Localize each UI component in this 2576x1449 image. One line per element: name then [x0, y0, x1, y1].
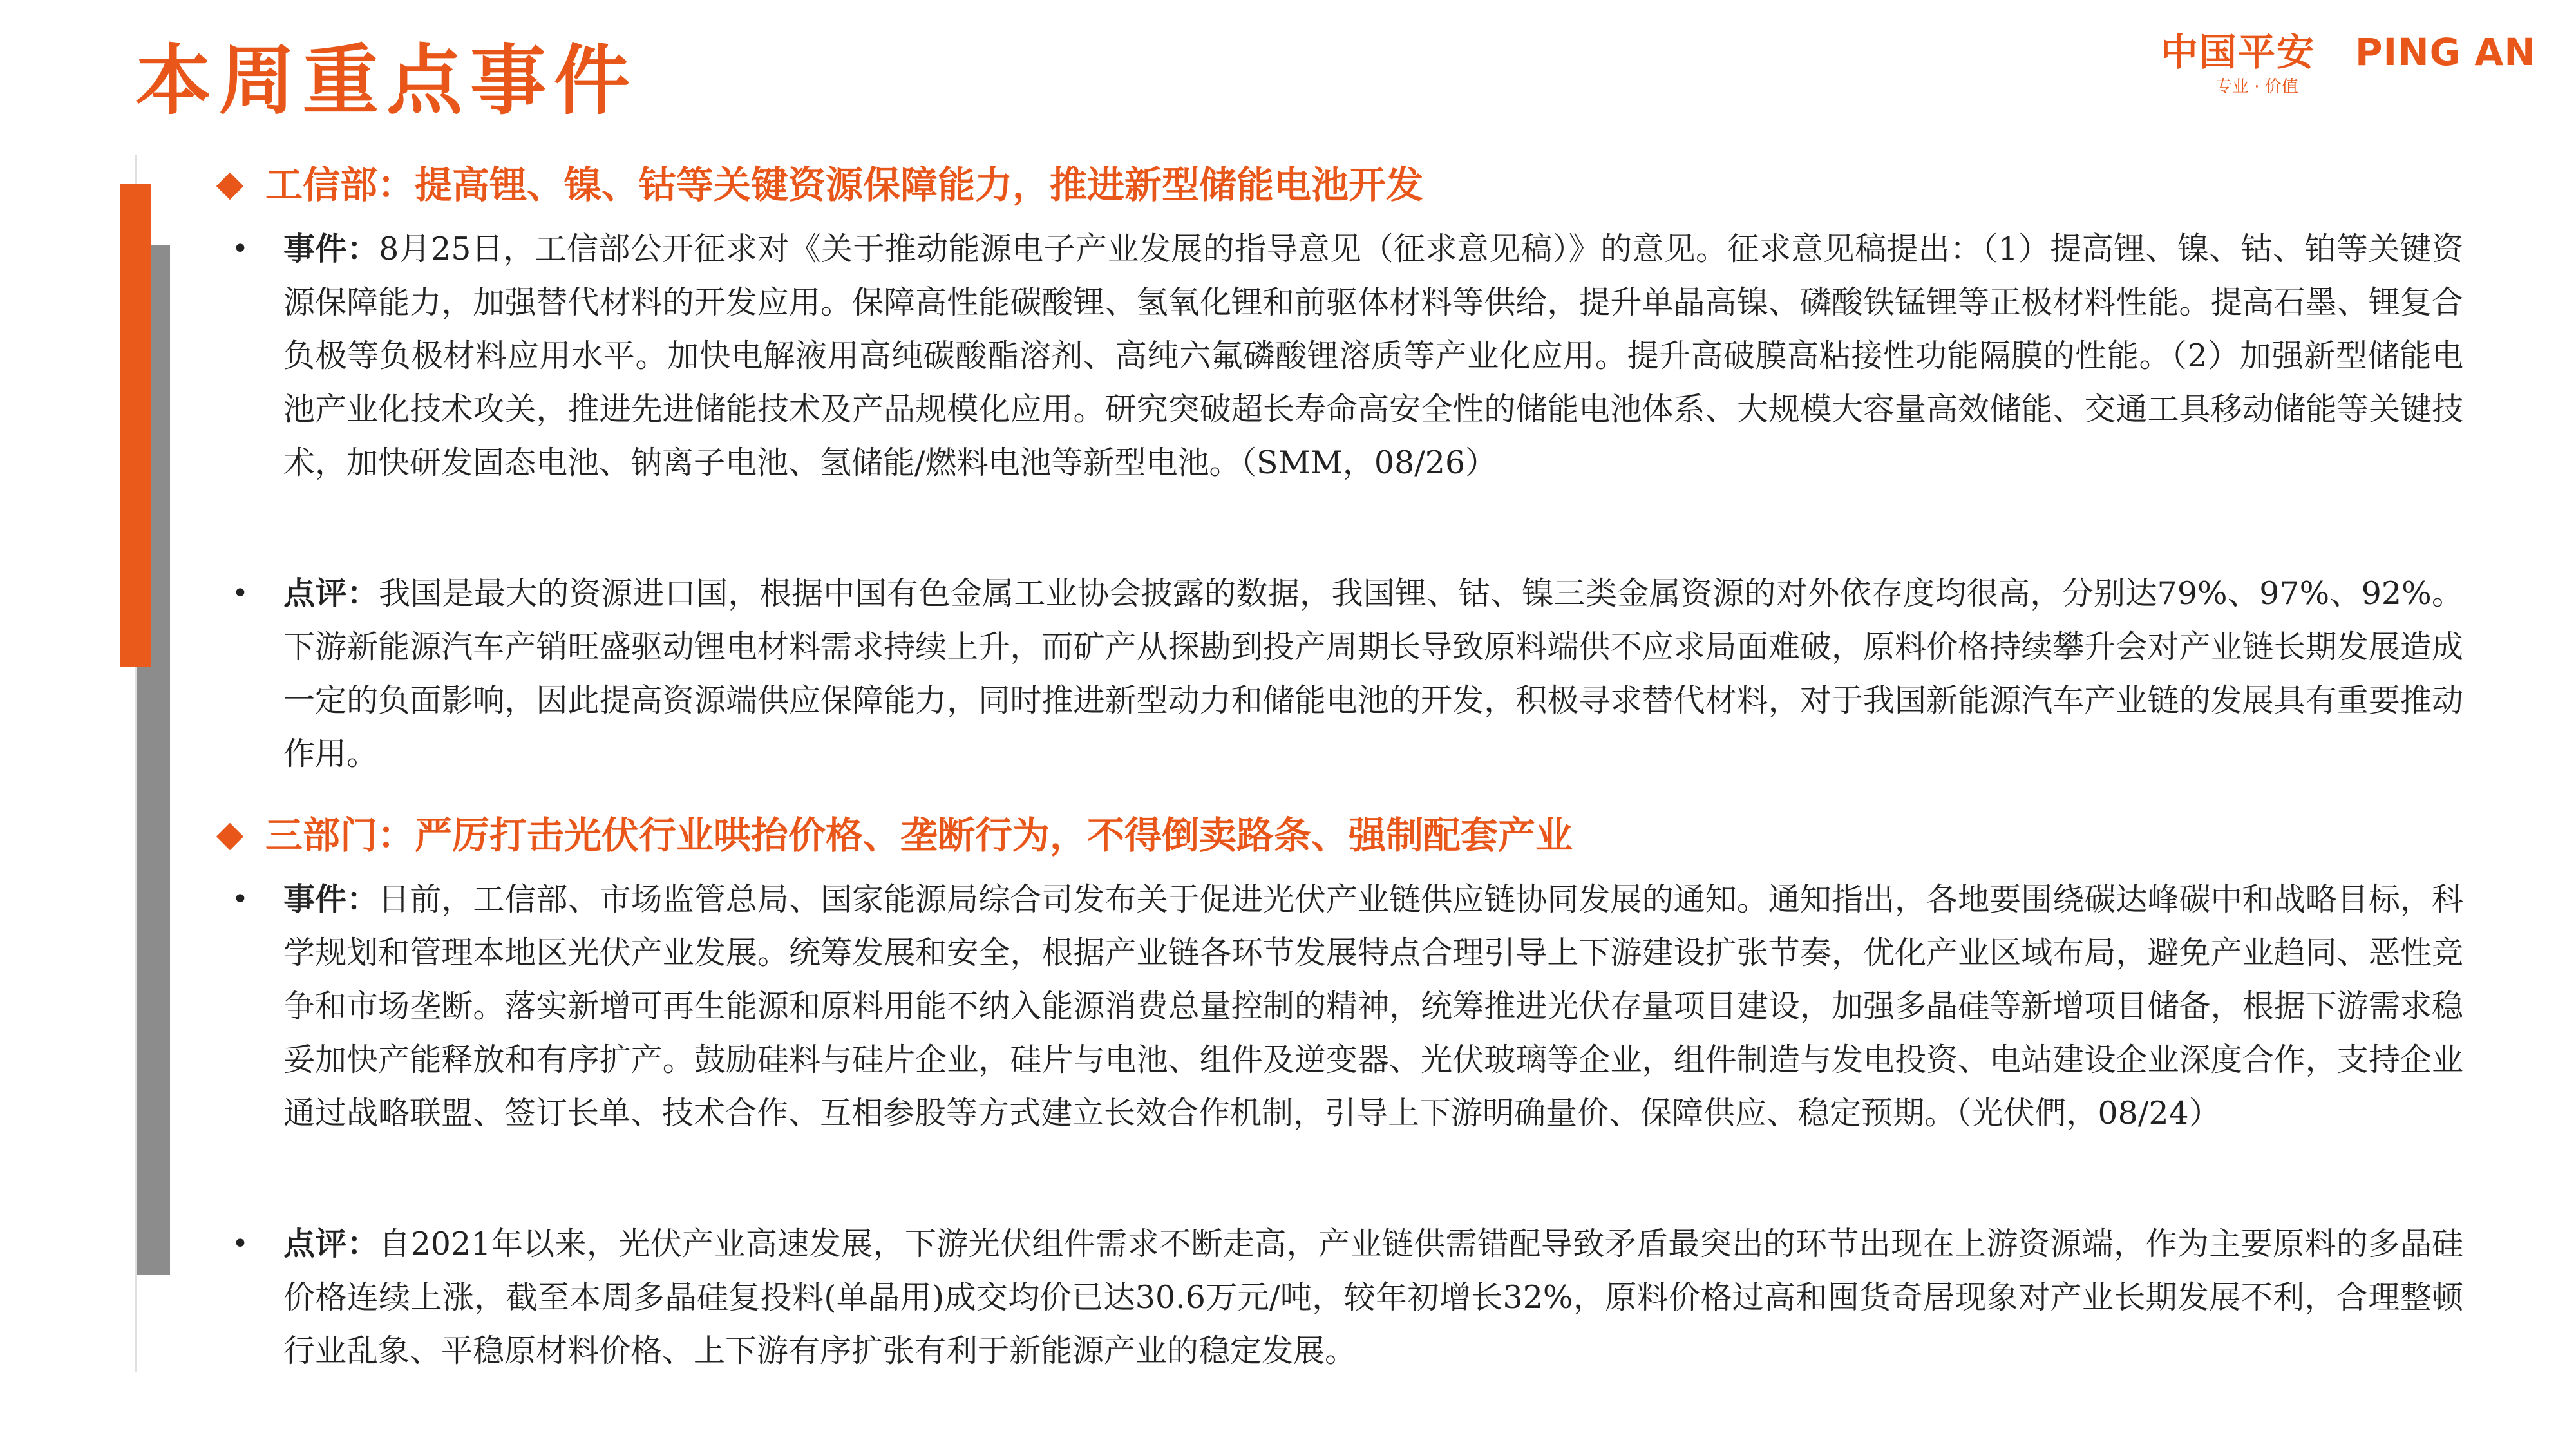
bullet-icon: • [232, 883, 249, 916]
event-text [283, 873, 2463, 1140]
logo-tagline: 专业 · 价值 [2215, 77, 2298, 97]
orange-accent-bar [120, 184, 151, 667]
event-body: 日前，工信部、市场监管总局、国家能源局综合司发布关于促进光伏产业链供应链协同发展的通知。通知指出，各地要围绕碳达峰碳中和战略目标，科学规划和管理本地区光伏产业发展。统筹发展和安全，根据产业链各环节发展特点合理引导上下游建设扩张节奏，优化产业区域布局，避免产业趋同、恶性竞争和市场垄断。落实新增可再生能源和原料用能不纳入能源消费总量控制的精神，统筹推进光伏存量项目建设，加强多晶硅等新增项目储备，根据下游需求稳妥加快产能释放和有序扩产。鼓励硅料与硅片企业，硅片与电池、组件及逆变器、光伏玻璃等企业，组件制造与发电投资、电站建设企业深度合作，支持企业通过战略联盟、签订长单、技术合作、互相参股等方式建立长效合作机制，引导上下游明确量价、保障供应、稳定预期。（光伏們，08/24） [283, 881, 2463, 1132]
bullet-icon: • [232, 1227, 249, 1260]
section-heading [213, 808, 2467, 862]
event-text [283, 222, 2463, 489]
section-heading-text: 工信部：提高锂、镍、钴等关键资源保障能力，推进新型储能电池开发 [265, 163, 1424, 207]
comment-body: 自2021年以来，光伏产业高速发展，下游光伏组件需求不断走高，产业链供需错配导致矛盾最突出的环节出现在上游资源端，作为主要原料的多晶硅价格连续上涨，截至本周多晶硅复投料(单晶用)成交均价已达30.6万元/吨，较年初增长32%，原料价格过高和囤货奇居现象对产业长期发展不利，合理整顿行业乱象、平稳原材料价格、上下游有序扩张有利于新能源产业的稳定发展。 [283, 1226, 2463, 1369]
comment-text [283, 567, 2463, 781]
section-heading [213, 158, 2467, 212]
event-label: 事件： [283, 230, 379, 267]
event-label: 事件： [283, 880, 379, 918]
diamond-bullet-icon [216, 823, 243, 850]
bullet-icon: • [232, 577, 249, 610]
comment-label: 点评： [283, 574, 379, 612]
bullet-icon: • [232, 232, 249, 265]
page-title: 本周重点事件 [135, 35, 638, 125]
section-heading-text: 三部门：严厉打击光伏行业哄抬价格、垄断行为，不得倒卖路条、强制配套产业 [265, 813, 1573, 857]
ping-an-logo [2161, 23, 2547, 100]
logo-chinese-text: 中国平安 [2161, 30, 2316, 74]
diamond-bullet-icon [216, 173, 243, 200]
logo-english-text: PING AN [2355, 30, 2536, 74]
event-body: 8月25日，工信部公开征求对《关于推动能源电子产业发展的指导意见（征求意见稿）》的意见。征求意见稿提出：（1）提高锂、镍、钴、铂等关键资源保障能力，加强替代材料的开发应用。保障高性能碳酸锂、氢氧化锂和前驱体材料等供给，提升单晶高镍、磷酸铁锰锂等正极材料性能。提高石墨、锂复合负极等负极材料应用水平。加快电解液用高纯碳酸酯溶剂、高纯六氟磷酸锂溶质等产业化应用。提升高破膜高粘接性功能隔膜的性能。（2）加强新型储能电池产业化技术攻关，推进先进储能技术及产品规模化应用。研究突破超长寿命高安全性的储能电池体系、大规模大容量高效储能、交通工具移动储能等关键技术，加快研发固态电池、钠离子电池、氢储能/燃料电池等新型电池。（SMM，08/26） [283, 231, 2463, 481]
comment-text [283, 1217, 2463, 1378]
comment-label: 点评： [283, 1225, 379, 1262]
comment-body: 我国是最大的资源进口国，根据中国有色金属工业协会披露的数据，我国锂、钴、镍三类金属资源的对外依存度均很高，分别达79%、97%、92%。下游新能源汽车产销旺盛驱动锂电材料需求持续上升，而矿产从探勘到投产周期长导致原料端供不应求局面难破，原料价格持续攀升会对产业链长期发展造成一定的负面影响，因此提高资源端供应保障能力，同时推进新型动力和储能电池的开发，积极寻求替代材料，对于我国新能源汽车产业链的发展具有重要推动作用。 [283, 575, 2463, 772]
